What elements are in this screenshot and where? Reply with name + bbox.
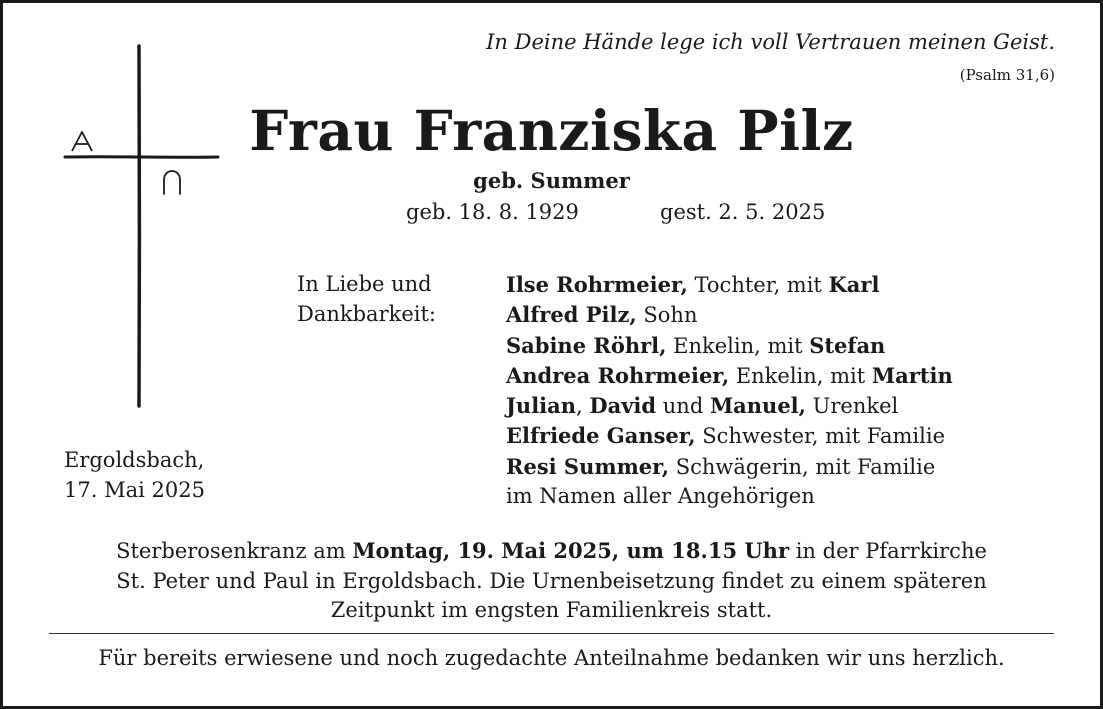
notice-line-2: St. Peter und Paul in Ergoldsbach. Die Urnenbeisetzung findet zu einem späteren <box>116 568 987 593</box>
intro-line-1: In Liebe und <box>297 272 432 296</box>
mourner-item: Resi Summer, Schwägerin, mit Familie <box>506 453 936 479</box>
place-town: Ergoldsbach, <box>64 448 205 472</box>
place-and-date <box>64 446 205 505</box>
cross-icon <box>60 40 230 412</box>
birth-date: geb. 18. 8. 1929 <box>406 200 579 224</box>
mourner-item: Elfriede Ganser, Schwester, mit Familie <box>506 423 945 449</box>
mourner-item: Ilse Rohrmeier, Tochter, mit Karl <box>506 272 880 297</box>
deceased-name: Frau Franziska Pilz <box>249 98 854 163</box>
thanks-line: Für bereits erwiesene und noch zugedachte Anteilnahme bedanken wir uns herzlich. <box>98 646 1005 670</box>
mourning-intro <box>297 270 436 329</box>
death-date: gest. 2. 5. 2025 <box>660 200 826 224</box>
divider <box>49 633 1054 634</box>
mourner-item: Alfred Pilz, Sohn <box>506 302 698 328</box>
motto-quote: In Deine Hände lege ich voll Vertrauen meinen Geist. <box>486 30 1055 54</box>
mourner-item: Andrea Rohrmeier, Enkelin, mit Martin <box>506 362 953 388</box>
service-notice <box>0 536 1103 626</box>
mourner-list <box>506 270 953 511</box>
notice-line-1: Sterberosenkranz am Montag, 19. Mai 2025, um 18.15 Uhr in der Pfarrkirche <box>116 538 987 563</box>
motto-reference: (Psalm 31,6) <box>959 66 1055 84</box>
notice-line-3: Zeitpunkt im engsten Familienkreis statt. <box>330 598 773 622</box>
mourner-item: Sabine Röhrl, Enkelin, mit Stefan <box>506 332 886 358</box>
birth-name: geb. Summer <box>473 168 630 193</box>
mourner-item: im Namen aller Angehörigen <box>506 484 815 509</box>
place-date: 17. Mai 2025 <box>64 477 205 502</box>
mourner-item: Julian, David und Manuel, Urenkel <box>506 393 899 419</box>
intro-line-2: Dankbarkeit: <box>297 301 436 326</box>
